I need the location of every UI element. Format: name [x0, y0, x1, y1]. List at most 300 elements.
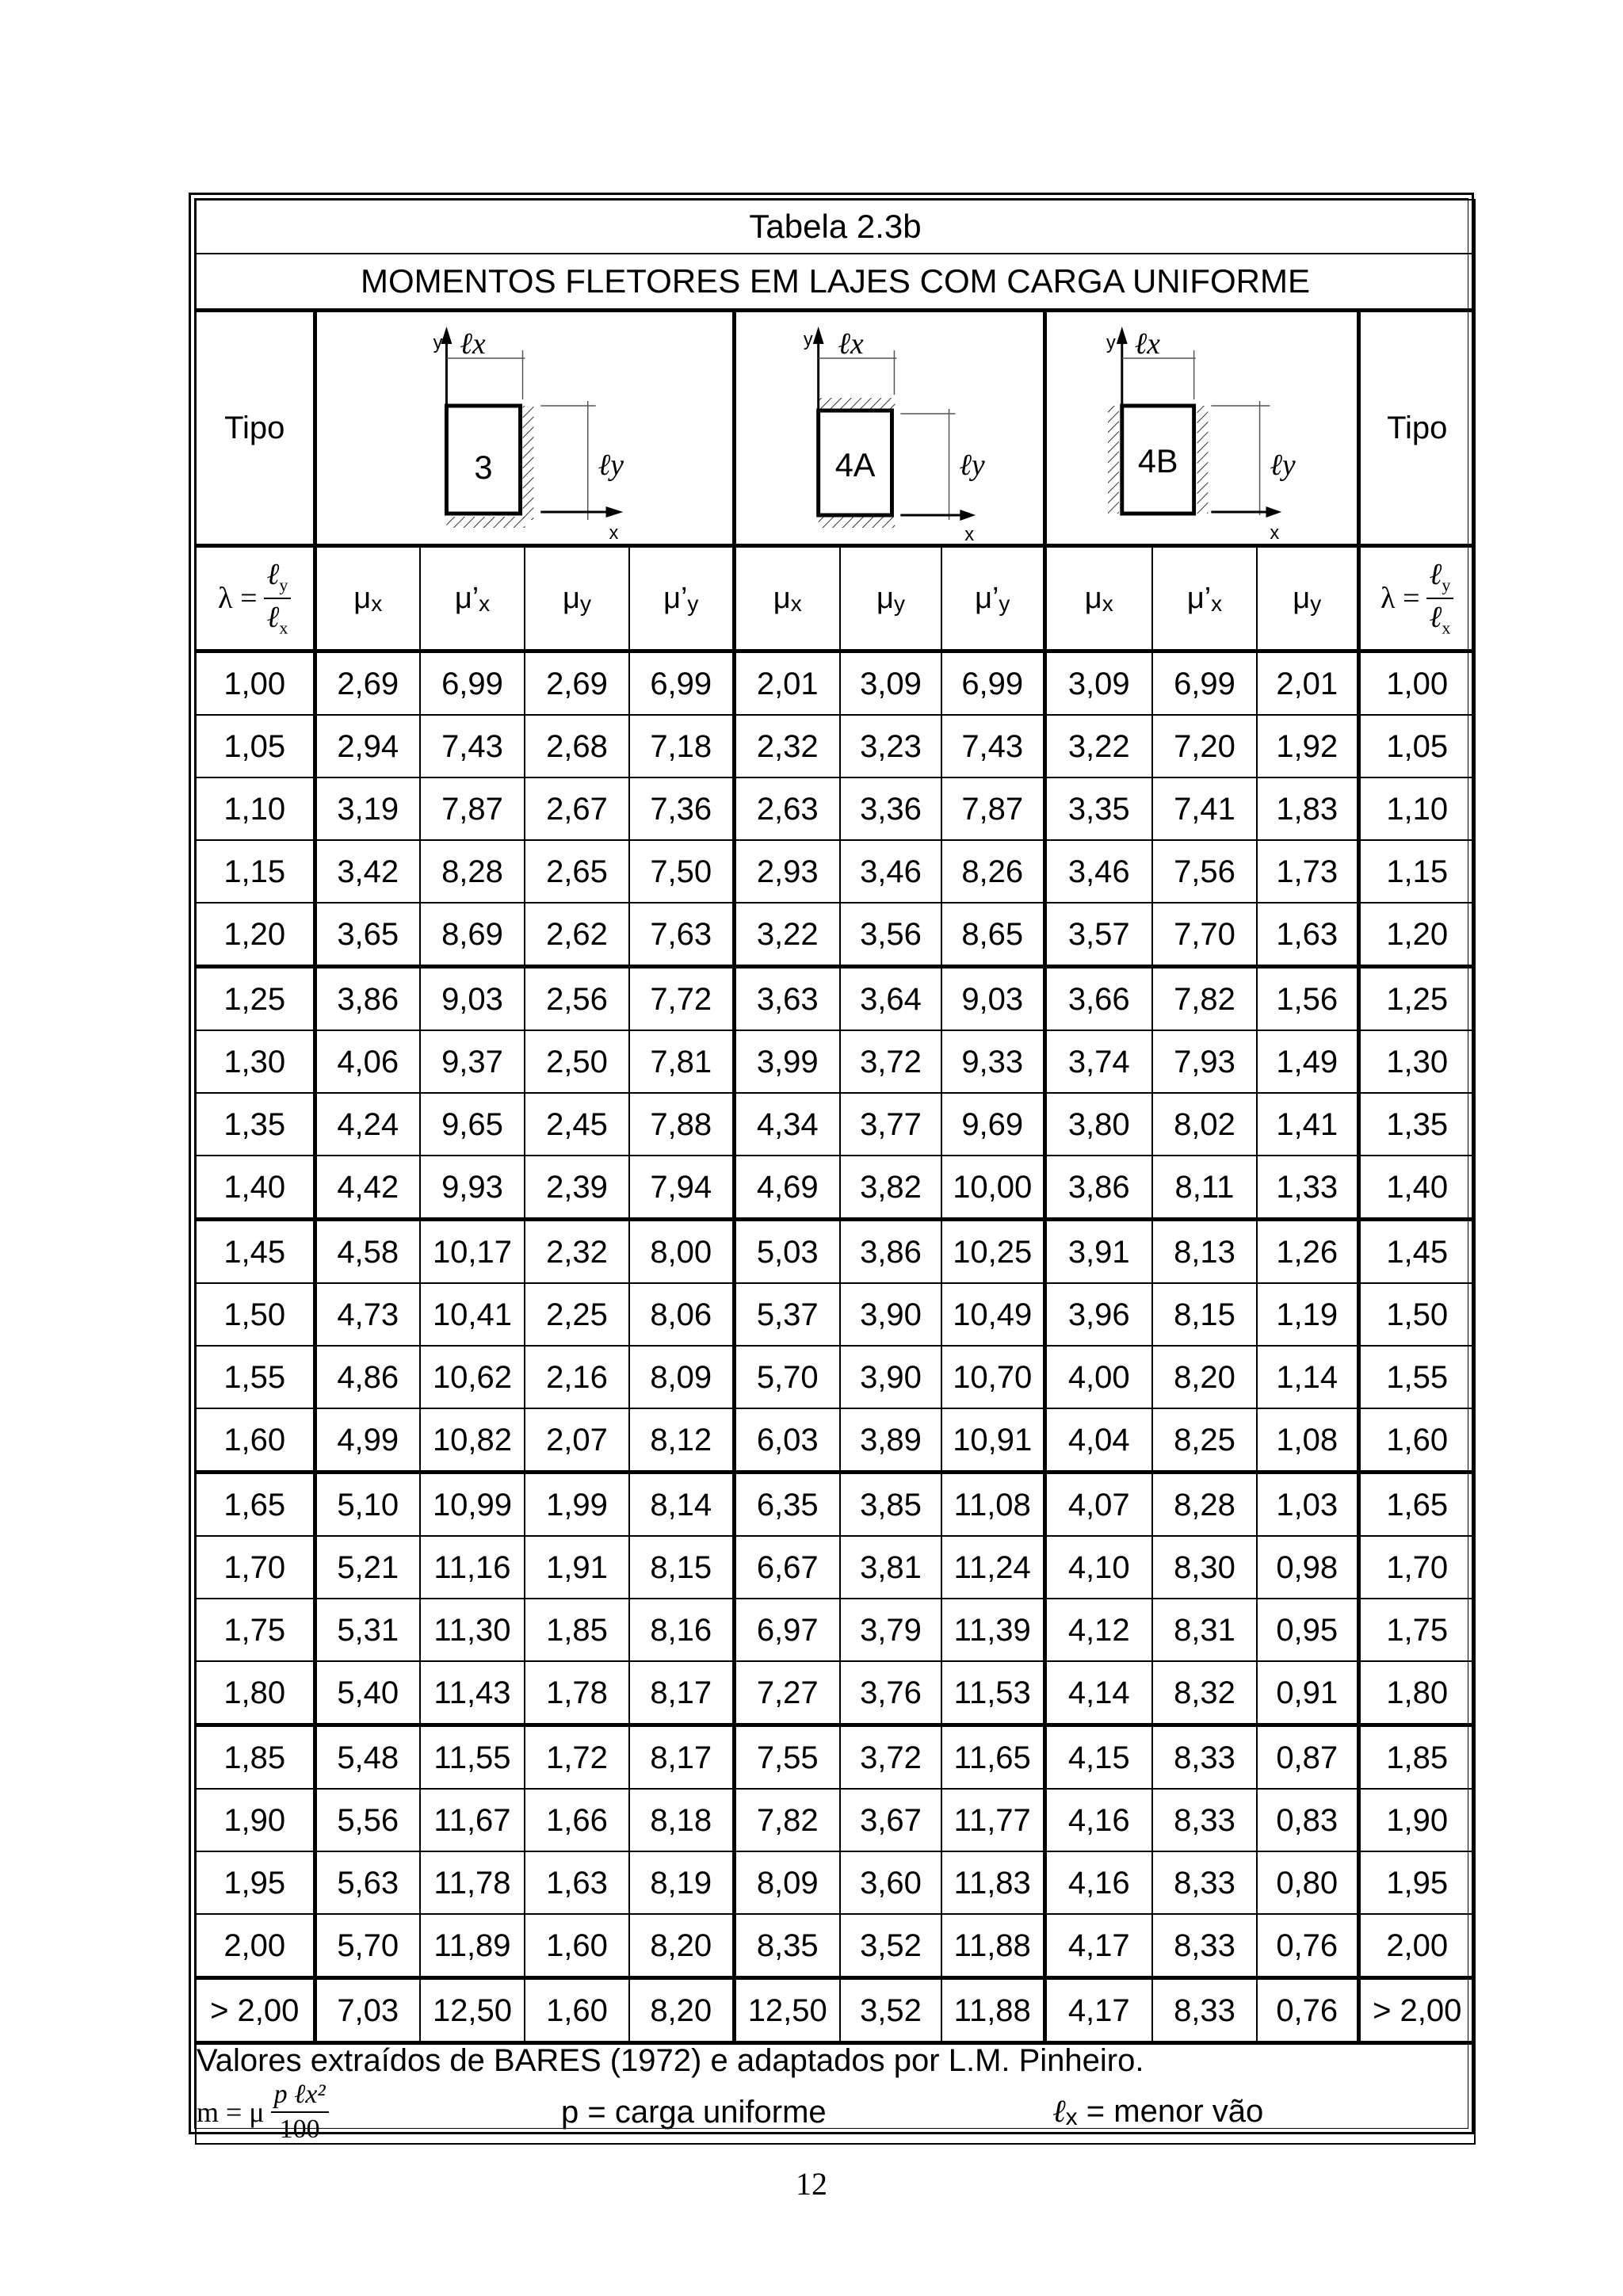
value-cell: 3,82: [840, 1156, 941, 1220]
lambda-header-left: [196, 546, 315, 651]
table-inner-frame: [194, 198, 1468, 2144]
value-cell: 3,22: [734, 903, 840, 967]
value-cell: 8,12: [629, 1408, 734, 1473]
value-cell: 3,65: [315, 903, 420, 967]
value-cell: 10,00: [941, 1156, 1044, 1220]
value-cell: 7,55: [734, 1725, 840, 1790]
value-cell: 8,16: [629, 1599, 734, 1661]
lambda-cell: 1,65: [196, 1473, 315, 1537]
value-cell: 7,82: [1152, 967, 1257, 1031]
col-header-mu-x-case4B: $\mu_x$: [1044, 546, 1152, 651]
y-axis-arrow-icon: [441, 327, 452, 344]
value-cell: 3,22: [1044, 715, 1152, 777]
lambda-formula: λ = $\frac{\ell_y}{\ell_x}$: [1381, 560, 1453, 636]
value-cell: 3,90: [840, 1346, 941, 1408]
value-cell: 9,03: [420, 967, 525, 1031]
lambda-cell: 1,45: [196, 1220, 315, 1284]
lambda-cell: 2,00: [196, 1914, 315, 1978]
value-cell: 7,20: [1152, 715, 1257, 777]
col-header-mu-x-case4A: $\mu_x$: [734, 546, 840, 651]
value-cell: 3,66: [1044, 967, 1152, 1031]
value-cell: 1,63: [1257, 903, 1358, 967]
table-row: [196, 1914, 1475, 1978]
value-cell: 12,50: [420, 1978, 525, 2043]
value-cell: 3,57: [1044, 903, 1152, 967]
value-cell: 8,13: [1152, 1220, 1257, 1284]
value-cell: 12,50: [734, 1978, 840, 2043]
value-cell: 8,33: [1152, 1725, 1257, 1790]
value-cell: 1,60: [525, 1978, 629, 2043]
value-cell: 10,62: [420, 1346, 525, 1408]
value-cell: 8,19: [629, 1851, 734, 1914]
lambda-cell: 1,60: [1358, 1408, 1475, 1473]
value-cell: 3,46: [840, 840, 941, 903]
value-cell: 8,02: [1152, 1093, 1257, 1156]
lambda-cell: 1,00: [196, 651, 315, 716]
value-cell: 3,63: [734, 967, 840, 1031]
value-cell: 9,33: [941, 1030, 1044, 1093]
table-row: [196, 1725, 1475, 1790]
value-cell: 1,92: [1257, 715, 1358, 777]
source-note: Valores extraídos de BARES (1972) e adaptados por L.M. Pinheiro.: [197, 2043, 1144, 2078]
value-cell: 3,23: [840, 715, 941, 777]
lambda-cell: 1,90: [1358, 1789, 1475, 1851]
value-cell: 0,87: [1257, 1725, 1358, 1790]
moments-table: [195, 199, 1476, 2145]
load-note: p = carga uniforme: [561, 2095, 827, 2130]
lambda-cell: 1,95: [1358, 1851, 1475, 1914]
table-row: [196, 777, 1475, 840]
col-header-mu-prime-x-case4B: $\mu’_x$: [1152, 546, 1257, 651]
value-cell: 0,76: [1257, 1914, 1358, 1978]
value-cell: 1,60: [525, 1914, 629, 1978]
value-cell: 1,99: [525, 1473, 629, 1537]
axis-y-label: y: [1106, 331, 1116, 354]
value-cell: 11,77: [941, 1789, 1044, 1851]
value-cell: 3,85: [840, 1473, 941, 1537]
col-header-mu-y-case3: $\mu_y$: [525, 546, 629, 651]
value-cell: 7,41: [1152, 777, 1257, 840]
figure-case-4A: [734, 311, 1044, 546]
value-cell: 11,24: [941, 1536, 1044, 1599]
value-cell: 6,03: [734, 1408, 840, 1473]
value-cell: 11,08: [941, 1473, 1044, 1537]
value-cell: 7,81: [629, 1030, 734, 1093]
value-cell: 5,56: [315, 1789, 420, 1851]
value-cell: 2,63: [734, 777, 840, 840]
value-cell: 2,39: [525, 1156, 629, 1220]
value-cell: 8,33: [1152, 1851, 1257, 1914]
case-label: 4A: [834, 445, 875, 484]
value-cell: 7,63: [629, 903, 734, 967]
value-cell: 6,99: [420, 651, 525, 716]
table-row: [196, 1536, 1475, 1599]
lambda-cell: 1,90: [196, 1789, 315, 1851]
value-cell: 8,14: [629, 1473, 734, 1537]
value-cell: 3,52: [840, 1978, 941, 2043]
value-cell: 11,88: [941, 1914, 1044, 1978]
lambda-cell: 1,20: [1358, 903, 1475, 967]
value-cell: 3,52: [840, 1914, 941, 1978]
value-cell: 2,32: [525, 1220, 629, 1284]
value-cell: 8,28: [1152, 1473, 1257, 1537]
axis-x-label: x: [1269, 521, 1279, 544]
value-cell: 3,74: [1044, 1030, 1152, 1093]
value-cell: 4,07: [1044, 1473, 1152, 1537]
value-cell: 9,37: [420, 1030, 525, 1093]
value-cell: 0,83: [1257, 1789, 1358, 1851]
value-cell: 0,76: [1257, 1978, 1358, 2043]
value-cell: 2,65: [525, 840, 629, 903]
value-cell: 1,19: [1257, 1283, 1358, 1346]
value-cell: 7,43: [420, 715, 525, 777]
table-row: [196, 1851, 1475, 1914]
value-cell: 7,87: [420, 777, 525, 840]
table-row: [196, 1156, 1475, 1220]
value-cell: 3,77: [840, 1093, 941, 1156]
value-cell: 7,88: [629, 1093, 734, 1156]
value-cell: 7,03: [315, 1978, 420, 2043]
value-cell: 3,90: [840, 1283, 941, 1346]
lambda-cell: 1,75: [196, 1599, 315, 1661]
table-row: [196, 840, 1475, 903]
lambda-cell: 1,80: [196, 1661, 315, 1725]
value-cell: 7,43: [941, 715, 1044, 777]
table-title: Tabela 2.3b: [196, 200, 1475, 254]
table-row: [196, 651, 1475, 716]
support-hatch-right: [1197, 406, 1208, 514]
dim-lx-label: ℓx: [459, 327, 486, 361]
value-cell: 8,09: [734, 1851, 840, 1914]
x-axis-arrow-icon: [1266, 506, 1281, 518]
lambda-cell: 1,40: [196, 1156, 315, 1220]
value-cell: 2,45: [525, 1093, 629, 1156]
value-cell: 4,34: [734, 1093, 840, 1156]
value-cell: 1,72: [525, 1725, 629, 1790]
value-cell: 3,09: [840, 651, 941, 716]
dim-ly-label: ℓy: [958, 448, 985, 483]
table-row: [196, 1030, 1475, 1093]
value-cell: 3,60: [840, 1851, 941, 1914]
value-cell: 4,00: [1044, 1346, 1152, 1408]
value-cell: 7,56: [1152, 840, 1257, 903]
lambda-cell: 1,45: [1358, 1220, 1475, 1284]
value-cell: 0,98: [1257, 1536, 1358, 1599]
value-cell: 7,50: [629, 840, 734, 903]
value-cell: 11,55: [420, 1725, 525, 1790]
value-cell: 3,79: [840, 1599, 941, 1661]
value-cell: 7,27: [734, 1661, 840, 1725]
value-cell: 9,03: [941, 967, 1044, 1031]
moment-formula: m = μ $\frac{\text{p ℓx²}}{100}$: [197, 2081, 561, 2143]
lambda-cell: 1,50: [196, 1283, 315, 1346]
value-cell: 2,94: [315, 715, 420, 777]
value-cell: 1,63: [525, 1851, 629, 1914]
value-cell: 1,83: [1257, 777, 1358, 840]
axis-y-label: y: [803, 328, 813, 351]
value-cell: 4,73: [315, 1283, 420, 1346]
value-cell: 10,91: [941, 1408, 1044, 1473]
lambda-cell: 1,40: [1358, 1156, 1475, 1220]
tipo-label-right: Tipo: [1358, 311, 1475, 546]
value-cell: 3,76: [840, 1661, 941, 1725]
value-cell: 4,99: [315, 1408, 420, 1473]
table-row: [196, 1599, 1475, 1661]
value-cell: 6,67: [734, 1536, 840, 1599]
value-cell: 10,82: [420, 1408, 525, 1473]
value-cell: 1,33: [1257, 1156, 1358, 1220]
value-cell: 3,09: [1044, 651, 1152, 716]
lambda-cell: 1,25: [196, 967, 315, 1031]
table-frame: [189, 193, 1474, 2144]
value-cell: 11,89: [420, 1914, 525, 1978]
value-cell: 8,15: [1152, 1283, 1257, 1346]
value-cell: 3,89: [840, 1408, 941, 1473]
value-cell: 2,01: [1257, 651, 1358, 716]
value-cell: 8,00: [629, 1220, 734, 1284]
value-cell: 7,18: [629, 715, 734, 777]
value-cell: 4,69: [734, 1156, 840, 1220]
support-hatch-bottom: [446, 517, 525, 528]
value-cell: 4,15: [1044, 1725, 1152, 1790]
dim-ly-label: ℓy: [598, 448, 624, 483]
value-cell: 3,46: [1044, 840, 1152, 903]
value-cell: 2,69: [525, 651, 629, 716]
value-cell: 3,80: [1044, 1093, 1152, 1156]
y-axis-arrow-icon: [1116, 327, 1127, 344]
lambda-cell: 1,20: [196, 903, 315, 967]
value-cell: 10,99: [420, 1473, 525, 1537]
value-cell: 5,37: [734, 1283, 840, 1346]
lambda-cell: 1,25: [1358, 967, 1475, 1031]
value-cell: 0,91: [1257, 1661, 1358, 1725]
value-cell: 11,43: [420, 1661, 525, 1725]
table-row: [196, 1661, 1475, 1725]
lambda-cell: 1,75: [1358, 1599, 1475, 1661]
value-cell: 3,35: [1044, 777, 1152, 840]
lambda-cell: 2,00: [1358, 1914, 1475, 1978]
lambda-cell: 1,80: [1358, 1661, 1475, 1725]
x-axis-arrow-icon: [960, 510, 976, 521]
table-row: [196, 715, 1475, 777]
value-cell: 1,73: [1257, 840, 1358, 903]
figure-case-4B: [1044, 311, 1358, 546]
value-cell: 9,69: [941, 1093, 1044, 1156]
lambda-formula: λ = $\frac{\ell_y}{\ell_x}$: [218, 560, 291, 636]
value-cell: 5,63: [315, 1851, 420, 1914]
table-subtitle: MOMENTOS FLETORES EM LAJES COM CARGA UNIFORME: [196, 254, 1475, 311]
value-cell: 4,16: [1044, 1789, 1152, 1851]
table-row: [196, 1789, 1475, 1851]
lambda-cell: 1,35: [196, 1093, 315, 1156]
lambda-cell: 1,30: [1358, 1030, 1475, 1093]
value-cell: 8,26: [941, 840, 1044, 903]
value-cell: 4,58: [315, 1220, 420, 1284]
value-cell: 2,01: [734, 651, 840, 716]
value-cell: 8,28: [420, 840, 525, 903]
lambda-cell: > 2,00: [1358, 1978, 1475, 2043]
value-cell: 6,99: [941, 651, 1044, 716]
value-cell: 3,19: [315, 777, 420, 840]
value-cell: 7,82: [734, 1789, 840, 1851]
value-cell: 11,88: [941, 1978, 1044, 2043]
value-cell: 8,17: [629, 1725, 734, 1790]
value-cell: 11,39: [941, 1599, 1044, 1661]
value-cell: 3,36: [840, 777, 941, 840]
dim-lx-label: ℓx: [1134, 327, 1160, 361]
lambda-cell: 1,10: [196, 777, 315, 840]
value-cell: 3,67: [840, 1789, 941, 1851]
value-cell: 2,69: [315, 651, 420, 716]
value-cell: 1,41: [1257, 1093, 1358, 1156]
value-cell: 1,78: [525, 1661, 629, 1725]
y-axis-arrow-icon: [812, 327, 823, 344]
value-cell: 7,72: [629, 967, 734, 1031]
value-cell: 4,12: [1044, 1599, 1152, 1661]
value-cell: 8,30: [1152, 1536, 1257, 1599]
lambda-cell: 1,00: [1358, 651, 1475, 716]
value-cell: 8,33: [1152, 1978, 1257, 2043]
table-footer: [196, 2043, 1475, 2145]
value-cell: 3,86: [315, 967, 420, 1031]
lambda-cell: 1,50: [1358, 1283, 1475, 1346]
value-cell: 3,86: [1044, 1156, 1152, 1220]
value-cell: 8,15: [629, 1536, 734, 1599]
value-cell: 8,09: [629, 1346, 734, 1408]
support-hatch-left: [1108, 406, 1119, 514]
value-cell: 8,17: [629, 1661, 734, 1725]
value-cell: 11,30: [420, 1599, 525, 1661]
col-header-mu-x-case3: $\mu_x$: [315, 546, 420, 651]
support-hatch-right: [522, 406, 533, 520]
value-cell: 1,03: [1257, 1473, 1358, 1537]
value-cell: 3,72: [840, 1030, 941, 1093]
col-header-mu-y-case4A: $\mu_y$: [840, 546, 941, 651]
value-cell: 8,32: [1152, 1661, 1257, 1725]
value-cell: 7,87: [941, 777, 1044, 840]
value-cell: 1,66: [525, 1789, 629, 1851]
table-row: [196, 1408, 1475, 1473]
lambda-cell: 1,65: [1358, 1473, 1475, 1537]
col-header-mu-prime-y-case3: $\mu’_y$: [629, 546, 734, 651]
value-cell: 3,42: [315, 840, 420, 903]
dim-ly-label: ℓy: [1269, 448, 1296, 483]
value-cell: 4,86: [315, 1346, 420, 1408]
value-cell: 8,11: [1152, 1156, 1257, 1220]
value-cell: 2,50: [525, 1030, 629, 1093]
value-cell: 8,20: [1152, 1346, 1257, 1408]
case-label: 4B: [1137, 441, 1178, 480]
col-header-mu-y-case4B: $\mu_y$: [1257, 546, 1358, 651]
value-cell: 3,81: [840, 1536, 941, 1599]
value-cell: 5,31: [315, 1599, 420, 1661]
lambda-cell: 1,15: [1358, 840, 1475, 903]
value-cell: 5,70: [315, 1914, 420, 1978]
lambda-cell: 1,95: [196, 1851, 315, 1914]
lambda-cell: 1,15: [196, 840, 315, 903]
value-cell: 4,24: [315, 1093, 420, 1156]
value-cell: 10,41: [420, 1283, 525, 1346]
value-cell: 7,94: [629, 1156, 734, 1220]
value-cell: 6,97: [734, 1599, 840, 1661]
table-row: [196, 1283, 1475, 1346]
table-body: [196, 651, 1475, 2043]
value-cell: 6,99: [1152, 651, 1257, 716]
lambda-header-right: [1358, 546, 1475, 651]
lambda-cell: 1,55: [1358, 1346, 1475, 1408]
value-cell: 2,07: [525, 1408, 629, 1473]
value-cell: 4,17: [1044, 1978, 1152, 2043]
figure-case-3: [315, 311, 734, 546]
tipo-label-left: Tipo: [196, 311, 315, 546]
value-cell: 3,91: [1044, 1220, 1152, 1284]
value-cell: 8,20: [629, 1978, 734, 2043]
dim-lx-label: ℓx: [837, 327, 864, 361]
table-row: [196, 1346, 1475, 1408]
value-cell: 4,42: [315, 1156, 420, 1220]
value-cell: 1,85: [525, 1599, 629, 1661]
lambda-cell: 1,35: [1358, 1093, 1475, 1156]
value-cell: 2,32: [734, 715, 840, 777]
value-cell: 2,93: [734, 840, 840, 903]
value-cell: 7,36: [629, 777, 734, 840]
col-header-mu-prime-y-case4A: $\mu’_y$: [941, 546, 1044, 651]
value-cell: 11,53: [941, 1661, 1044, 1725]
table-row: [196, 1978, 1475, 2043]
value-cell: 4,14: [1044, 1661, 1152, 1725]
value-cell: 5,48: [315, 1725, 420, 1790]
value-cell: 9,65: [420, 1093, 525, 1156]
col-header-mu-prime-x-case3: $\mu’_x$: [420, 546, 525, 651]
value-cell: 1,91: [525, 1536, 629, 1599]
value-cell: 3,99: [734, 1030, 840, 1093]
lambda-cell: 1,70: [1358, 1536, 1475, 1599]
lambda-cell: 1,05: [196, 715, 315, 777]
lambda-cell: 1,70: [196, 1536, 315, 1599]
value-cell: 2,67: [525, 777, 629, 840]
lambda-cell: 1,55: [196, 1346, 315, 1408]
x-axis-arrow-icon: [605, 506, 623, 518]
value-cell: 4,10: [1044, 1536, 1152, 1599]
value-cell: 5,40: [315, 1661, 420, 1725]
value-cell: 8,69: [420, 903, 525, 967]
value-cell: 3,72: [840, 1725, 941, 1790]
lambda-cell: 1,60: [196, 1408, 315, 1473]
span-note: ℓ$_x$ = menor vão: [1052, 2092, 1264, 2130]
value-cell: 7,70: [1152, 903, 1257, 967]
value-cell: 8,18: [629, 1789, 734, 1851]
value-cell: 1,26: [1257, 1220, 1358, 1284]
support-hatch-top: [818, 398, 895, 409]
lambda-cell: 1,10: [1358, 777, 1475, 840]
value-cell: 0,95: [1257, 1599, 1358, 1661]
value-cell: 11,83: [941, 1851, 1044, 1914]
value-cell: 10,49: [941, 1283, 1044, 1346]
value-cell: 5,10: [315, 1473, 420, 1537]
value-cell: 11,78: [420, 1851, 525, 1914]
lambda-cell: 1,05: [1358, 715, 1475, 777]
value-cell: 10,70: [941, 1346, 1044, 1408]
value-cell: 1,49: [1257, 1030, 1358, 1093]
value-cell: 3,86: [840, 1220, 941, 1284]
table-row: [196, 1473, 1475, 1537]
value-cell: 5,03: [734, 1220, 840, 1284]
value-cell: 5,70: [734, 1346, 840, 1408]
value-cell: 2,16: [525, 1346, 629, 1408]
axis-x-label: x: [608, 521, 618, 544]
lambda-cell: 1,85: [1358, 1725, 1475, 1790]
axis-x-label: x: [964, 523, 974, 544]
